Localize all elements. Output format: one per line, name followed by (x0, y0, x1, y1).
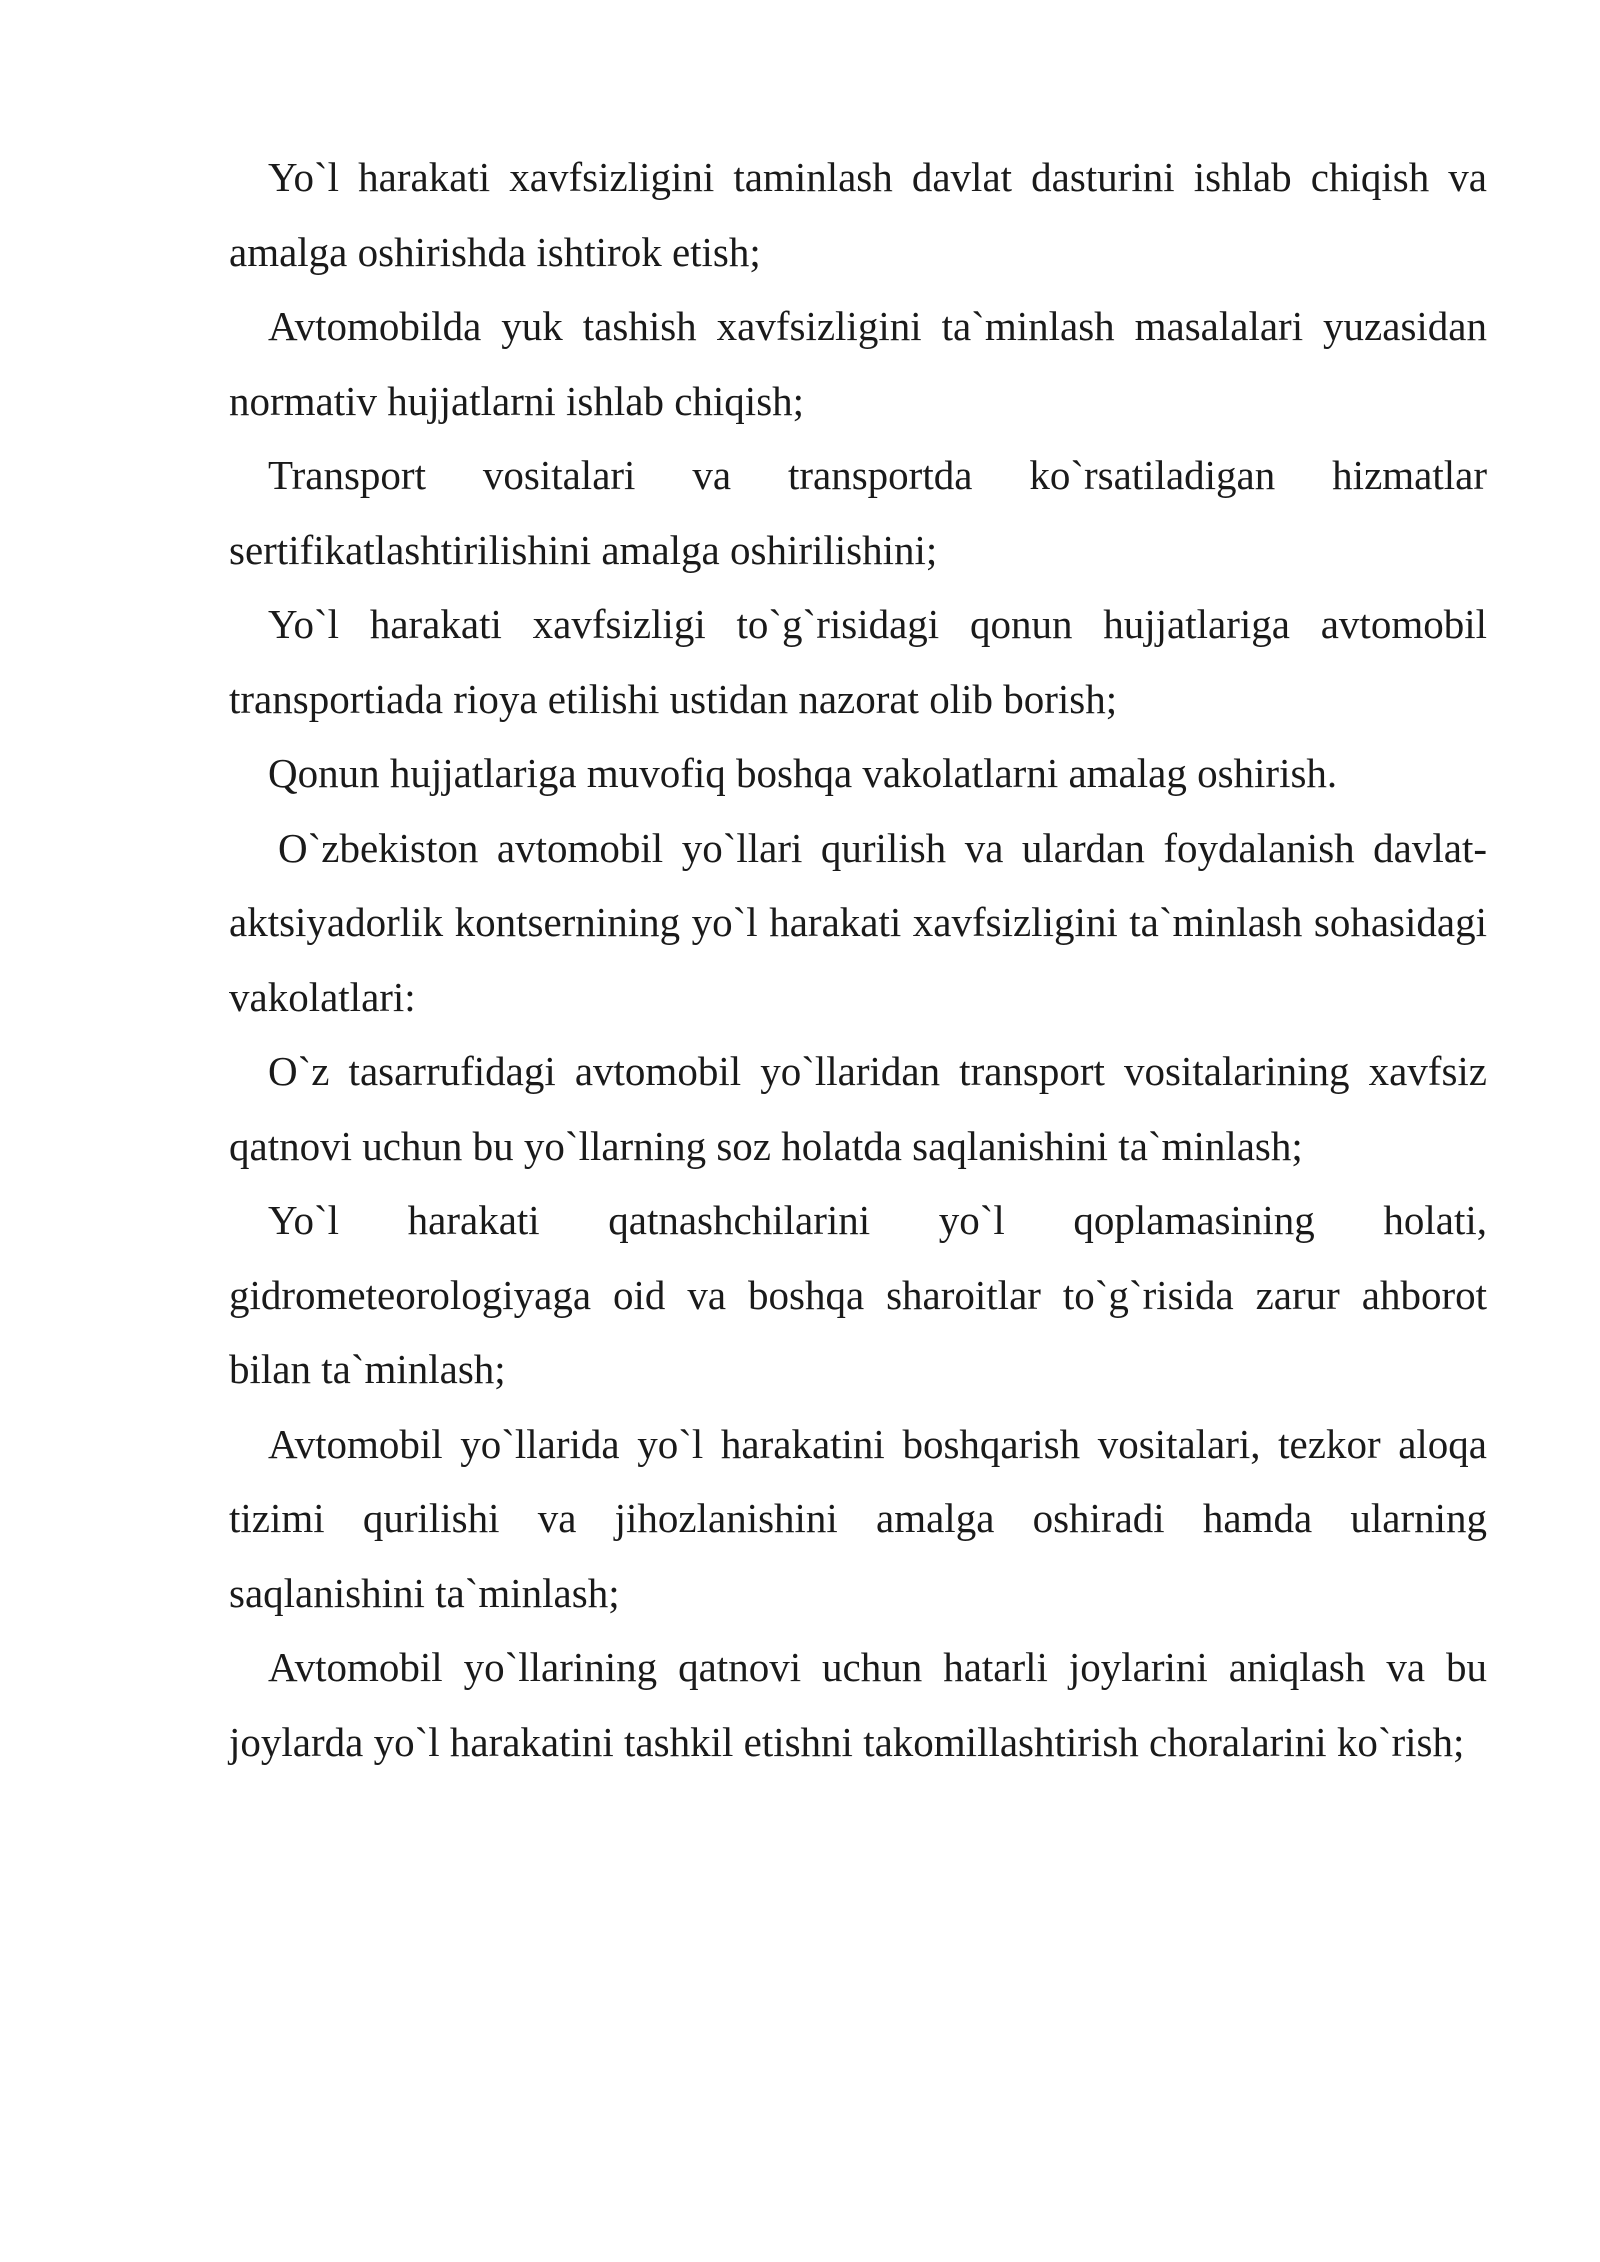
paragraph-5: Qonun hujjatlariga muvofiq boshqa vakolatlarni amalag oshirish. (268, 750, 1338, 796)
paragraph-10: Avtomobil yo`llarining qatnovi uchun hatarli joylarini aniqlash va bu joylarda yo`l harakatini tashkil etishni takomillashtirish choralarini ko`rish; (229, 1644, 1487, 1765)
paragraph-8: Yo`l harakati qatnashchilarini yo`l qoplamasining holati, gidrometeorologiyaga oid va boshqa sharoitlar to`g`risida zarur ahborot bilan ta`minlash; (229, 1197, 1487, 1392)
paragraph-1: Yo`l harakati xavfsizligini taminlash davlat dasturini ishlab chiqish va amalga oshirishda ishtirok etish; (229, 154, 1487, 275)
paragraph-7: O`z tasarrufidagi avtomobil yo`llaridan transport vositalarining xavfsiz qatnovi uchun bu yo`llarning soz holatda saqlanishini ta`minlash; (229, 1048, 1487, 1169)
paragraph-3: Transport vositalari va transportda ko`rsatiladigan hizmatlar sertifikatlashtirilishini amalga oshirilishini; (229, 452, 1487, 573)
paragraph-2: Avtomobilda yuk tashish xavfsizligini ta`minlash masalalari yuzasidan normativ hujjatlarni ishlab chiqish; (229, 303, 1487, 424)
paragraph-4: Yo`l harakati xavfsizligi to`g`risidagi qonun hujjatlariga avtomobil transportiada rioya etilishi ustidan nazorat olib borish; (229, 601, 1487, 722)
paragraph-9: Avtomobil yo`llarida yo`l harakatini boshqarish vositalari, tezkor aloqa tizimi qurilishi va jihozlanishini amalga oshiradi hamda ularning saqlanishini ta`minlash; (229, 1420, 1487, 1616)
paragraph-6: O`zbekiston avtomobil yo`llari qurilish va ulardan foydalanish davlat-aktsiyadorlik kontsernining yo`l harakati xavfsizligini ta`minlash sohasidagi vakolatlari: (229, 824, 1487, 1020)
document-page (229, 140, 1487, 1779)
